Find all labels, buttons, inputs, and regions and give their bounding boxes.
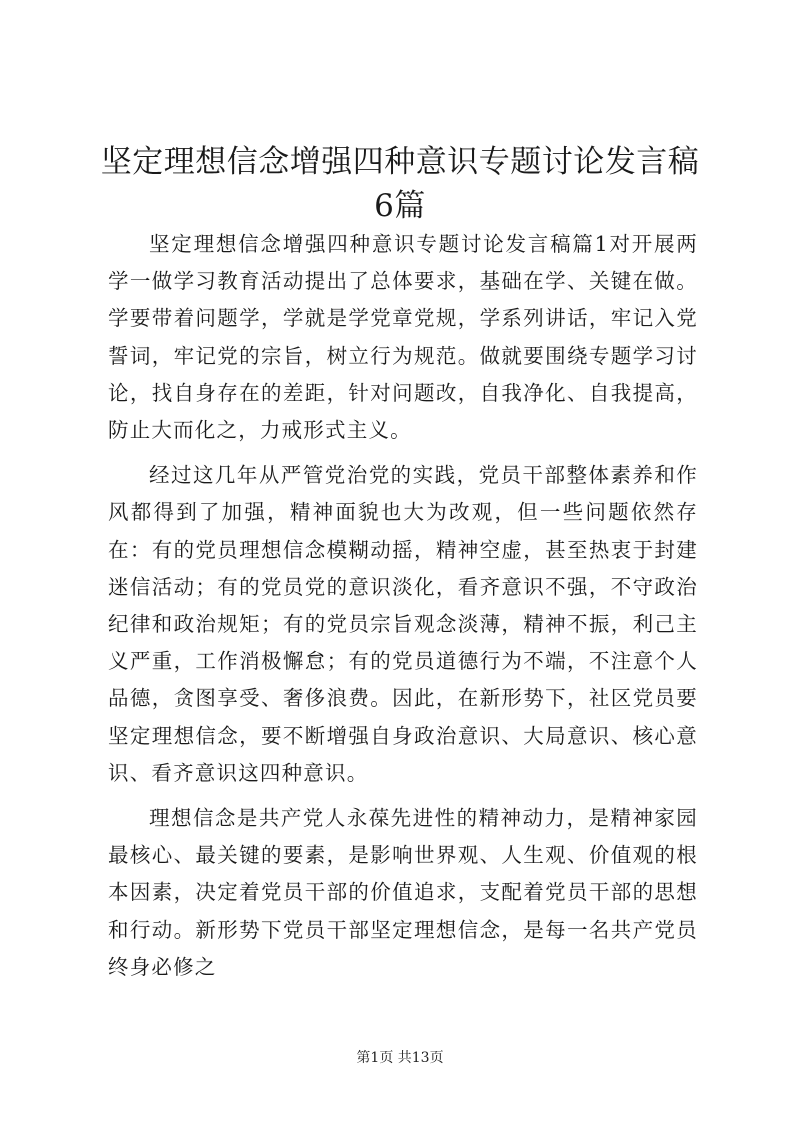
paragraph-2: 经过这几年从严管党治党的实践，党员干部整体素养和作风都得到了加强，精神面貌也大为改观，但一些问题依然存在：有的党员理想信念模糊动摇，精神空虚，甚至热衷于封建迷信活动；有的党员党的意识淡化，看齐意识不强，不守政治纪律和政治规矩；有的党员宗旨观念淡薄，精神不振，利己主义严重，工作消极懈怠；有的党员道德行为不端，不注意个人品德，贪图享受、奢侈浪费。因此，在新形势下，社区党员要坚定理想信念，要不断增强自身政治意识、大局意识、核心意识、看齐意识这四种意识。 bbox=[108, 463, 698, 785]
document-title: 坚定理想信念增强四种意识专题讨论发言稿6篇 bbox=[100, 144, 700, 224]
paragraph-1: 坚定理想信念增强四种意识专题讨论发言稿篇1对开展两学一做学习教育活动提出了总体要求，基础在学、关键在做。学要带着问题学，学就是学党章党规，学系列讲话，牢记入党誓词，牢记党的宗旨，树立行为规范。做就要围绕专题学习讨论，找自身存在的差距，针对问题改，自我净化、自我提高，防止大而化之，力戒形式主义。 bbox=[108, 232, 698, 443]
page-number-footer: 第1页 共13页 bbox=[356, 1050, 444, 1066]
document-body bbox=[108, 226, 698, 994]
paragraph-3: 理想信念是共产党人永葆先进性的精神动力，是精神家园最核心、最关键的要素，是影响世界观、人生观、价值观的根本因素，决定着党员干部的价值追求，支配着党员干部的思想和行动。新形势下党员干部坚定理想信念，是每一名共产党员终身必修之 bbox=[108, 806, 698, 979]
